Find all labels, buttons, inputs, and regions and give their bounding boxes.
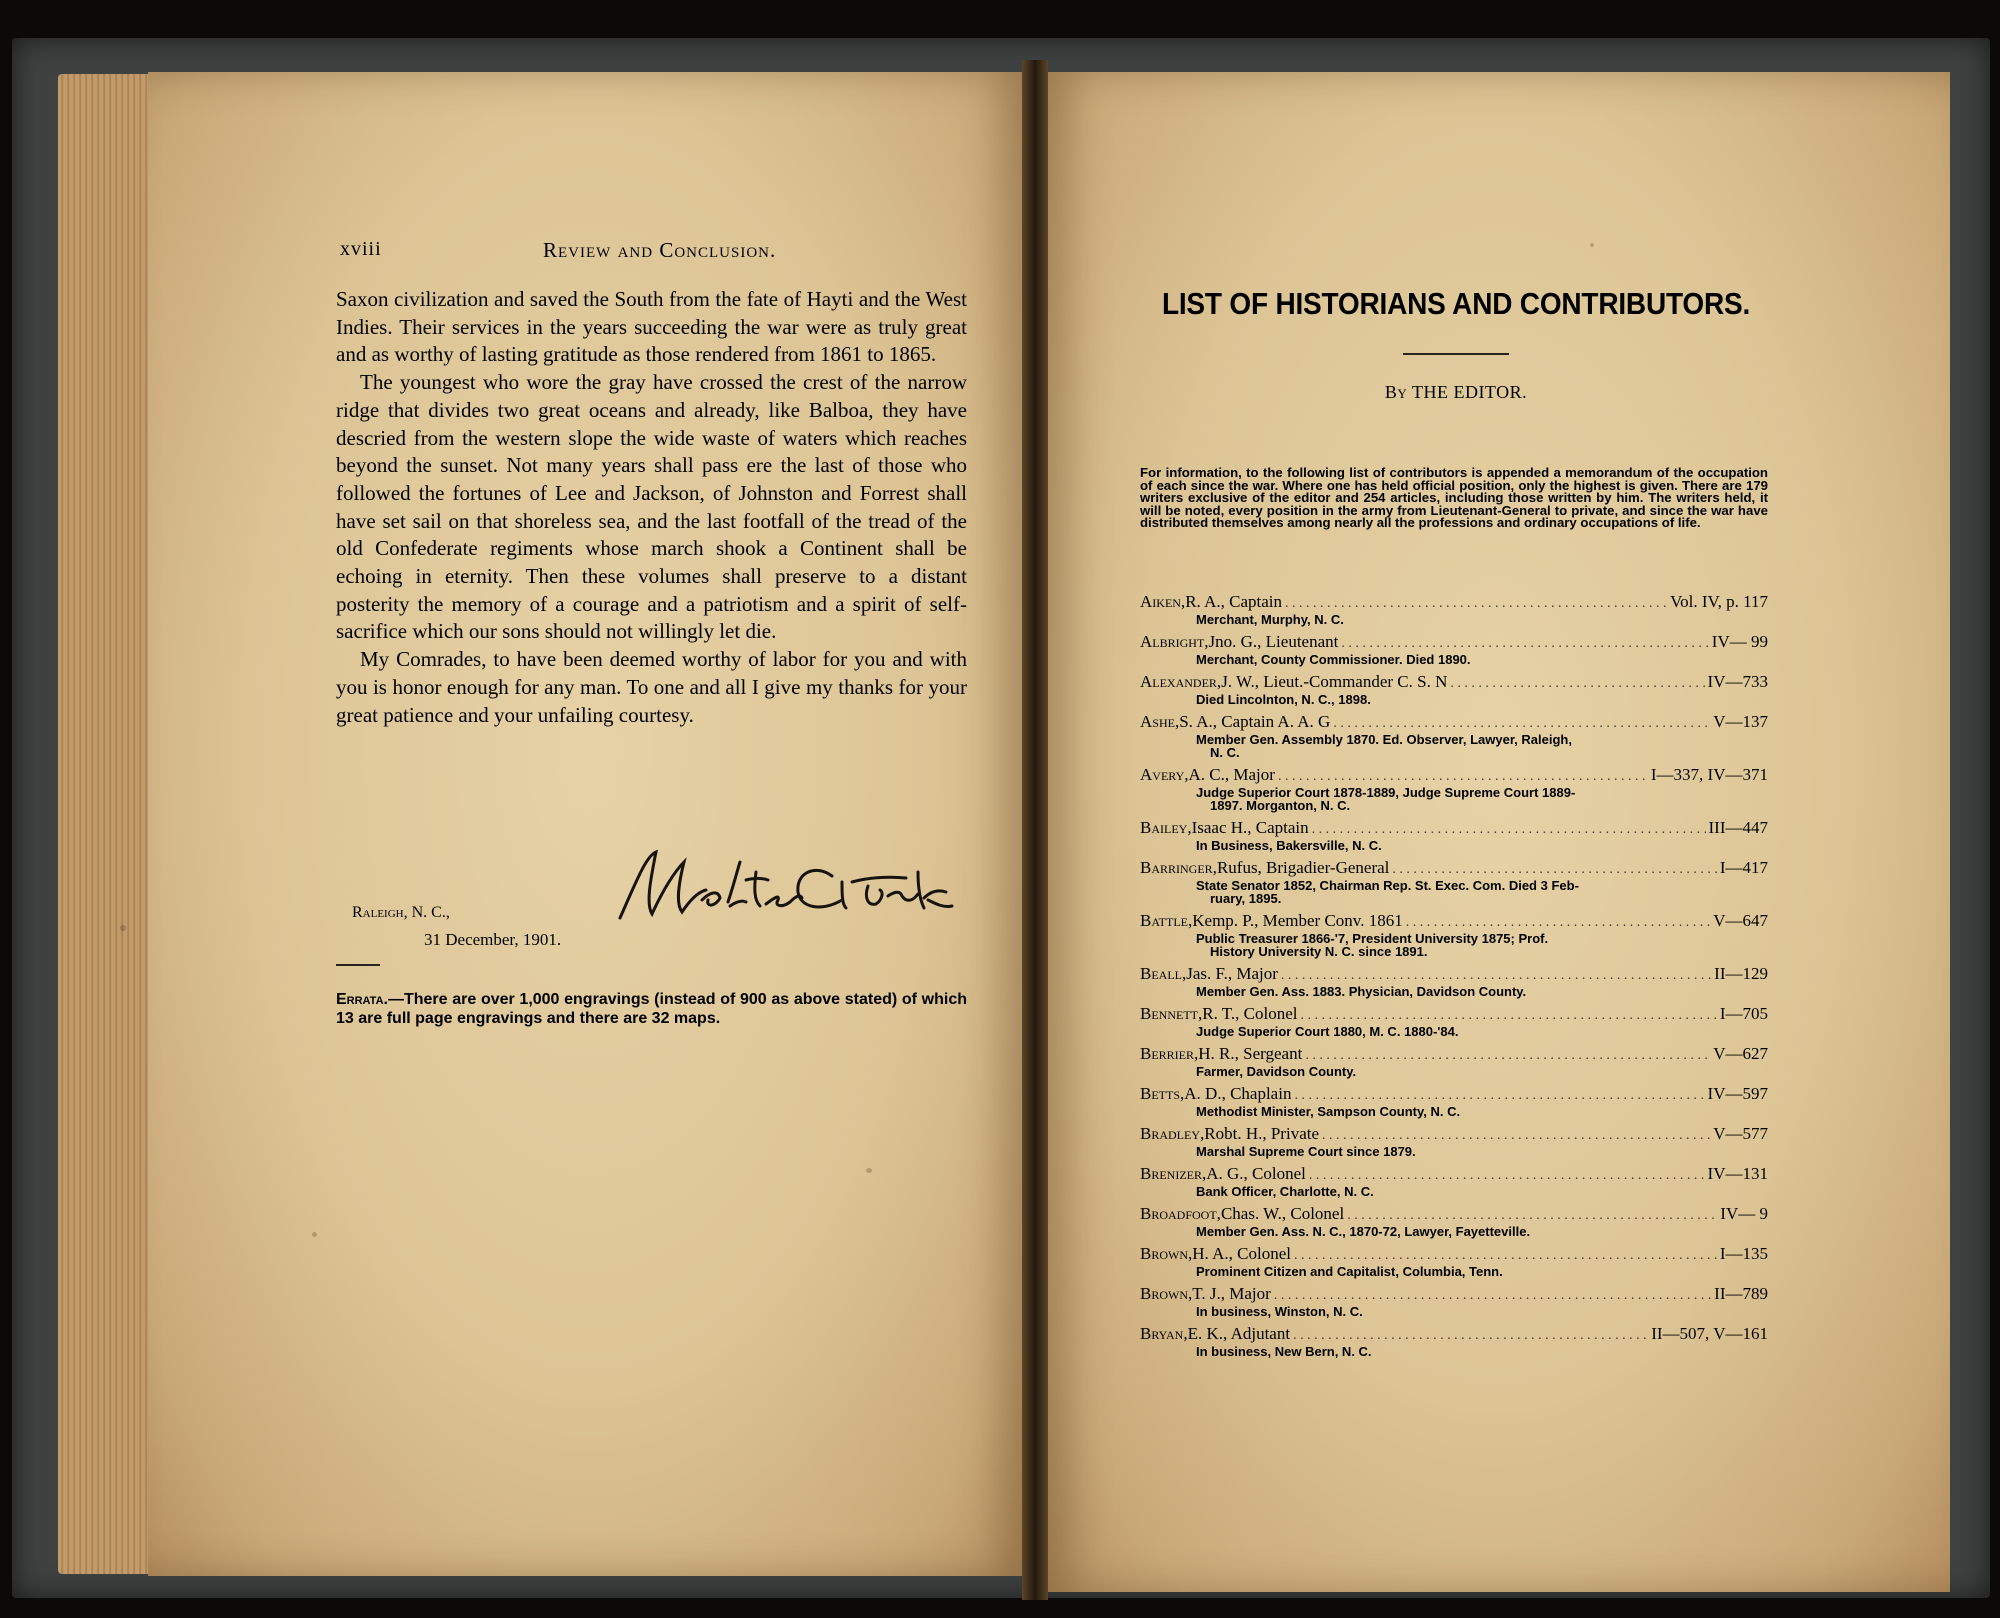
- contributor-note: Merchant, Murphy, N. C.: [1196, 612, 1344, 627]
- dot-leader: [1293, 1326, 1648, 1345]
- byline: [1138, 382, 1774, 403]
- signing-date: 31 December, 1901.: [424, 930, 562, 949]
- dot-leader: [1305, 1046, 1710, 1065]
- contributor-entry: [1140, 1124, 1768, 1158]
- page-speck: [312, 1232, 317, 1237]
- contributor-note: Bank Officer, Charlotte, N. C.: [1196, 1184, 1374, 1199]
- volume-reference: V—137: [1713, 712, 1768, 731]
- title-rule: [1403, 353, 1509, 355]
- contributor-surname: Bennett,: [1140, 1004, 1203, 1023]
- contributor-note: State Senator 1852, Chairman Rep. St. Exec. Com. Died 3 Feb-: [1196, 878, 1579, 893]
- volume-reference: I—337, IV—371: [1650, 765, 1768, 784]
- contributor-name: Isaac H., Captain: [1191, 818, 1309, 837]
- book-gutter: [1022, 60, 1048, 1600]
- contributor-name: Robt. H., Private: [1204, 1124, 1320, 1143]
- volume-reference: IV—131: [1707, 1164, 1768, 1183]
- contributor-surname: Albright,: [1140, 632, 1209, 651]
- dot-leader: [1309, 1166, 1705, 1185]
- dot-leader: [1294, 1246, 1717, 1265]
- contributor-name: A. G., Colonel: [1206, 1164, 1306, 1183]
- contributor-entry: [1140, 672, 1768, 706]
- page-speck: [1590, 243, 1594, 247]
- contributor-note-continued: ruary, 1895.: [1210, 891, 1282, 906]
- contributor-surname: Betts,: [1140, 1084, 1185, 1103]
- dot-leader: [1281, 966, 1711, 985]
- dot-leader: [1312, 820, 1706, 839]
- contributor-entry: [1140, 1244, 1768, 1278]
- dot-leader: [1333, 714, 1710, 733]
- errata-note: [336, 990, 967, 1028]
- volume-reference: V—647: [1713, 911, 1768, 930]
- contributor-note-continued: 1897. Morganton, N. C.: [1210, 798, 1351, 813]
- contributor-surname: Aiken,: [1140, 592, 1186, 611]
- signature-image: [606, 842, 958, 932]
- volume-reference: III—447: [1708, 818, 1768, 837]
- contributor-name: Chas. W., Colonel: [1220, 1204, 1345, 1223]
- contributor-name: Jas. F., Major: [1186, 964, 1278, 983]
- page-speck: [120, 925, 126, 931]
- contributor-entry: [1140, 592, 1768, 626]
- contributor-name: A. D., Chaplain: [1184, 1084, 1292, 1103]
- errata-text: —There are over 1,000 engravings (instead of 900 as above stated) of which 13 are full page engravings and there are 32 maps.: [336, 991, 967, 1027]
- page-title: LIST OF HISTORIANS AND CONTRIBUTORS.: [1161, 286, 1751, 321]
- dot-leader: [1278, 767, 1648, 786]
- contributor-name: S. A., Captain A. A. G: [1179, 712, 1331, 731]
- contributor-note: Judge Superior Court 1880, M. C. 1880-'84.: [1196, 1024, 1459, 1039]
- contributor-surname: Beall,: [1140, 964, 1187, 983]
- contributor-surname: Brenizer,: [1140, 1164, 1207, 1183]
- contributor-entry: [1140, 632, 1768, 666]
- volume-reference: IV— 9: [1720, 1204, 1768, 1223]
- contributor-entry: [1140, 1164, 1768, 1198]
- contributor-entry: [1140, 1084, 1768, 1118]
- errata-label: Errata.: [336, 991, 388, 1008]
- volume-reference: IV— 99: [1711, 632, 1768, 651]
- dot-leader: [1450, 674, 1704, 693]
- contributor-note: Prominent Citizen and Capitalist, Columbia, Tenn.: [1196, 1264, 1503, 1279]
- contributor-surname: Battle,: [1140, 911, 1193, 930]
- contributor-name: Jno. G., Lieutenant: [1208, 632, 1339, 651]
- contributor-surname: Berrier,: [1140, 1044, 1199, 1063]
- short-rule: [336, 964, 380, 966]
- dot-leader: [1322, 1126, 1710, 1145]
- dot-leader: [1406, 913, 1711, 932]
- contributor-note: Farmer, Davidson County.: [1196, 1064, 1357, 1079]
- volume-reference: I—705: [1719, 1004, 1768, 1023]
- contributor-entry: [1140, 1044, 1768, 1078]
- contributor-surname: Brown,: [1140, 1284, 1193, 1303]
- contributor-entry: [1140, 818, 1768, 852]
- paragraph: My Comrades, to have been deemed worthy of labor for you and with you is honor enough for any man. To one and all I give my thanks for your great patience and your unfailing courtesy.: [336, 647, 967, 727]
- page-speck: [866, 1168, 872, 1173]
- signing-place: Raleigh, N. C.,: [352, 904, 450, 921]
- contributor-note: Member Gen. Ass. 1883. Physician, Davidson County.: [1196, 984, 1527, 999]
- contributor-name: Rufus, Brigadier-General: [1216, 858, 1390, 877]
- page-edges: [58, 74, 154, 1574]
- contributor-entry: [1140, 911, 1768, 958]
- volume-reference: II—789: [1714, 1284, 1768, 1303]
- intro-paragraph: For information, to the following list of contributors is appended a memorandum of the occupation of each since the war. Where one has held official position, only the highest is given. There are 179 writers exclusive of the editor and 254 articles, including those written by him. The writers held, it will be noted, every position in the army from Lieutenant-General to private, and since the war have distributed themselves among nearly all the professions and ordinary occupations of life.: [1140, 465, 1768, 531]
- contributor-note: Merchant, County Commissioner. Died 1890.: [1196, 652, 1471, 667]
- page-number: xviii: [340, 238, 382, 260]
- contributor-entry: [1140, 712, 1768, 759]
- contributor-note-continued: History University N. C. since 1891.: [1210, 944, 1428, 959]
- contributor-surname: Alexander,: [1140, 672, 1222, 691]
- contributor-note: In business, Winston, N. C.: [1196, 1304, 1363, 1319]
- contributor-note: Member Gen. Assembly 1870. Ed. Observer, Lawyer, Raleigh,: [1196, 732, 1572, 747]
- dot-leader: [1392, 860, 1716, 879]
- contributor-note: In Business, Bakersville, N. C.: [1196, 838, 1382, 853]
- contributor-entry: [1140, 858, 1768, 905]
- contributor-note: Judge Superior Court 1878-1889, Judge Supreme Court 1889-: [1196, 785, 1576, 800]
- contributor-entry: [1140, 964, 1768, 998]
- contributor-name: R. T., Colonel: [1202, 1004, 1298, 1023]
- byline-by: By: [1384, 382, 1408, 402]
- contributor-surname: Avery,: [1140, 765, 1189, 784]
- volume-reference: Vol. IV, p. 117: [1670, 592, 1768, 611]
- volume-reference: V—627: [1713, 1044, 1768, 1063]
- contributor-entry: [1140, 1324, 1768, 1358]
- contributor-name: A. C., Major: [1188, 765, 1275, 784]
- paragraph: Saxon civilization and saved the South from the fate of Hayti and the West Indies. Their services in the years succeeding the war were as truly great and as worthy of lasting gratitude as those rendered from 1861 to 1865.: [336, 287, 967, 367]
- contributor-note: Member Gen. Ass. N. C., 1870-72, Lawyer, Fayetteville.: [1196, 1224, 1531, 1239]
- contributor-surname: Barringer,: [1140, 858, 1217, 877]
- contributor-name: T. J., Major: [1192, 1284, 1271, 1303]
- contributor-entry: [1140, 765, 1768, 812]
- contributor-name: E. K., Adjutant: [1187, 1324, 1291, 1343]
- dot-leader: [1294, 1086, 1704, 1105]
- contributor-list: [1140, 592, 1768, 1364]
- byline-editor: THE EDITOR.: [1407, 382, 1528, 402]
- contributor-note: Public Treasurer 1866-'7, President University 1875; Prof.: [1196, 931, 1549, 946]
- contributor-surname: Bailey,: [1140, 818, 1192, 837]
- contributor-surname: Brown,: [1140, 1244, 1193, 1263]
- volume-reference: II—507, V—161: [1651, 1324, 1768, 1343]
- contributor-name: J. W., Lieut.-Commander C. S. N: [1221, 672, 1448, 691]
- contributor-entry: [1140, 1204, 1768, 1238]
- contributor-name: H. R., Sergeant: [1198, 1044, 1303, 1063]
- volume-reference: II—129: [1714, 964, 1768, 983]
- body-text: [336, 286, 967, 729]
- volume-reference: I—417: [1719, 858, 1768, 877]
- dot-leader: [1285, 594, 1667, 613]
- contributor-entry: [1140, 1004, 1768, 1038]
- contributor-note: Died Lincolnton, N. C., 1898.: [1196, 692, 1371, 707]
- volume-reference: IV—597: [1707, 1084, 1768, 1103]
- contributor-surname: Ashe,: [1140, 712, 1180, 731]
- contributor-note: Marshal Supreme Court since 1879.: [1196, 1144, 1416, 1159]
- contributor-name: H. A., Colonel: [1192, 1244, 1291, 1263]
- contributor-surname: Bryan,: [1140, 1324, 1188, 1343]
- contributor-name: Kemp. P., Member Conv. 1861: [1192, 911, 1403, 930]
- volume-reference: IV—733: [1707, 672, 1768, 691]
- contributor-surname: Broadfoot,: [1140, 1204, 1221, 1223]
- paragraph: The youngest who wore the gray have crossed the crest of the narrow ridge that divides two great oceans and already, like Balboa, they have descried from the western slope the wide waste of waters which reaches beyond the sunset. Not many years shall pass ere the last of those who followed the fortunes of Lee and Jackson, of Johnston and Forrest shall have set sail on that shoreless sea, and the last footfall of the tread of the old Confederate regiments whose march shook a Continent shall be echoing in eternity. Then these volumes shall preserve to a distant posterity the memory of a courage and a patriotism and a spirit of self-sacrifice which our sons should not willingly let die.: [336, 370, 967, 644]
- volume-reference: V—577: [1713, 1124, 1768, 1143]
- dot-leader: [1301, 1006, 1717, 1025]
- contributor-name: R. A., Captain: [1185, 592, 1282, 611]
- contributor-note: Methodist Minister, Sampson County, N. C.: [1196, 1104, 1461, 1119]
- volume-reference: I—135: [1719, 1244, 1768, 1263]
- contributor-entry: [1140, 1284, 1768, 1318]
- dot-leader: [1274, 1286, 1711, 1305]
- running-title: Review and Conclusion.: [543, 238, 777, 262]
- dot-leader: [1341, 634, 1708, 653]
- contributor-note-continued: N. C.: [1210, 745, 1240, 760]
- dot-leader: [1347, 1206, 1717, 1225]
- contributor-note: In business, New Bern, N. C.: [1196, 1344, 1372, 1359]
- contributor-surname: Bradley,: [1140, 1124, 1205, 1143]
